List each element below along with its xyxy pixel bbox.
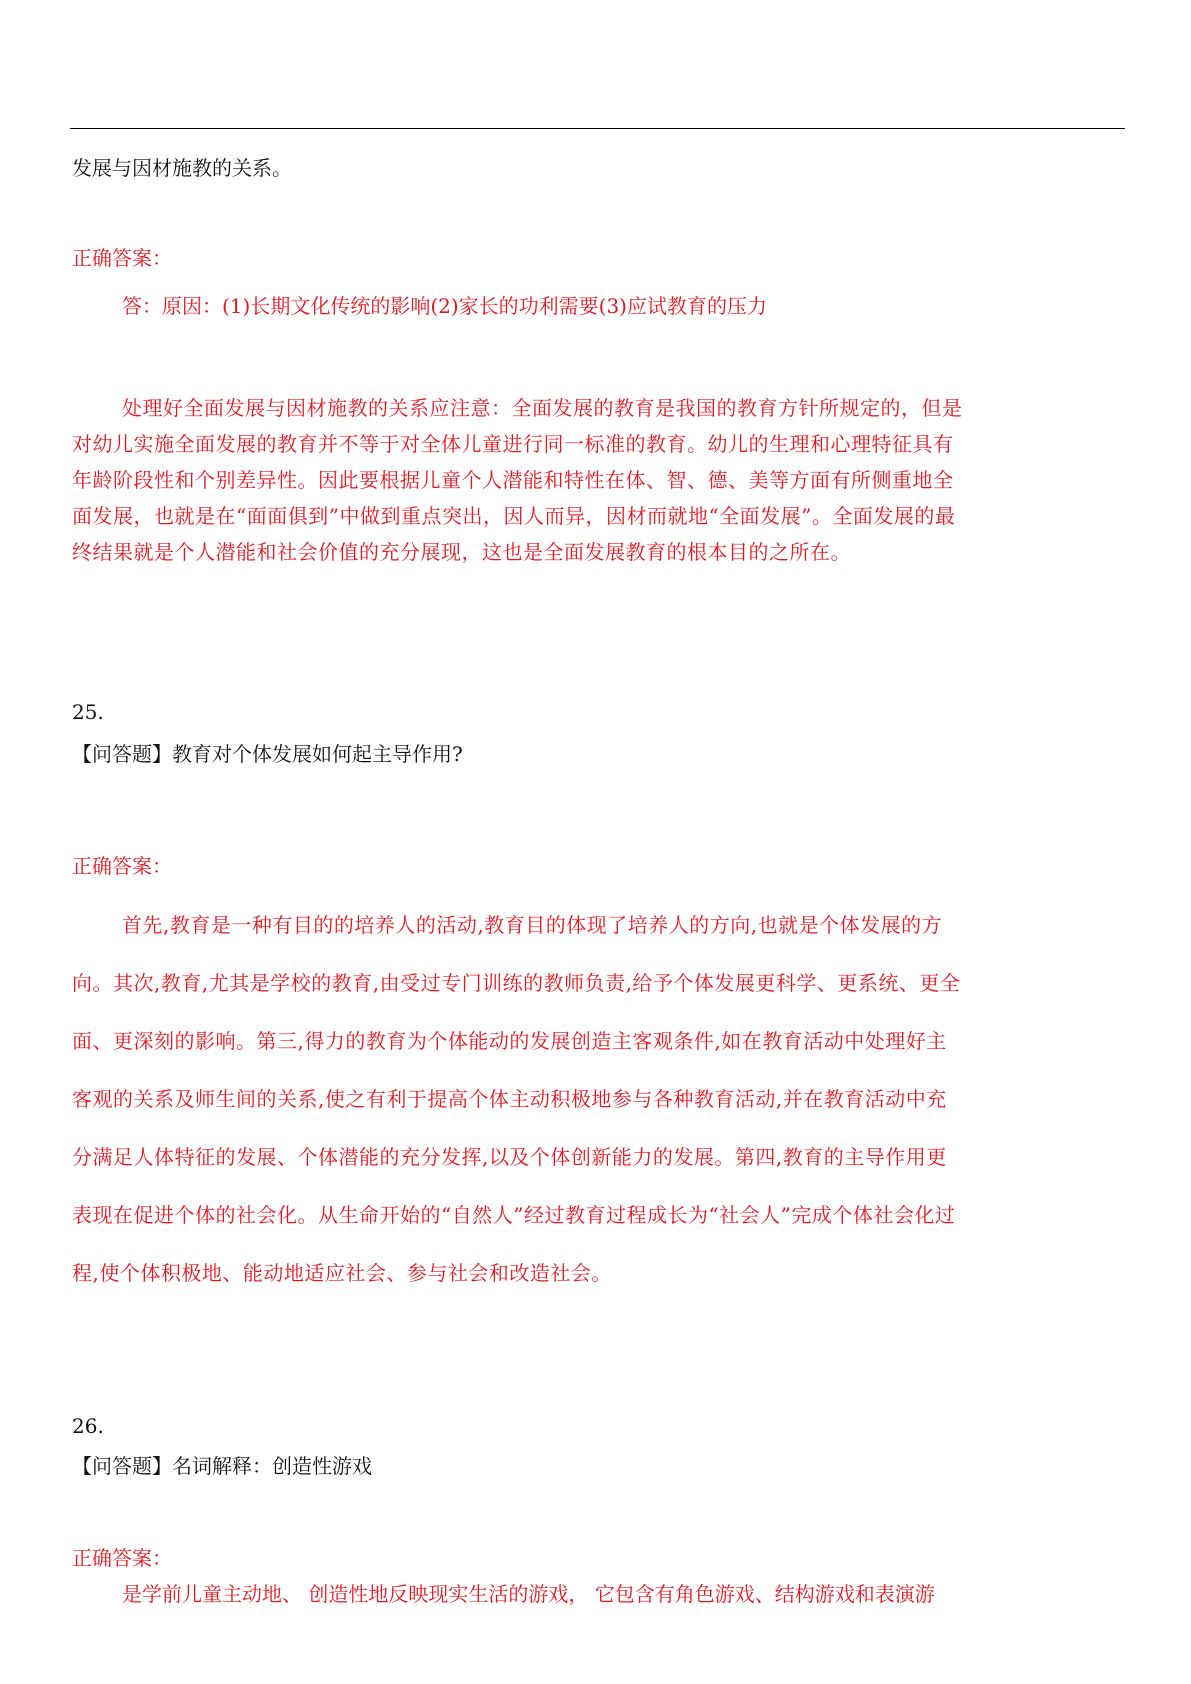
header-rule (70, 128, 1125, 129)
q24-answer-para-line: 处理好全面发展与因材施教的关系应注意：全面发展的教育是我国的教育方针所规定的，但是 (122, 396, 963, 420)
q24-question-tail: 发展与因材施教的关系。 (72, 156, 292, 180)
q25-answer-line: 分满足人体特征的发展、个体潜能的充分发挥,以及个体创新能力的发展。第四,教育的主导作用更 (72, 1145, 947, 1169)
q25-answer-paragraph (72, 896, 1122, 1302)
q25-answer-line: 表现在促进个体的社会化。从生命开始的“自然人”经过教育过程成长为“社会人”完成个体社会化过 (72, 1203, 956, 1227)
q26-answer-line1: 是学前儿童主动地、 创造性地反映现实生活的游戏， 它包含有角色游戏、结构游戏和表演游 (122, 1582, 935, 1606)
q25-answer-label: 正确答案： (72, 854, 172, 878)
q25-answer-line: 首先,教育是一种有目的的培养人的活动,教育目的体现了培养人的方向,也就是个体发展的方 (122, 913, 943, 937)
q24-answer-line1: 答：原因：(1)长期文化传统的影响(2)家长的功利需要(3)应试教育的压力 (122, 294, 767, 318)
q24-answer-paragraph (72, 390, 1122, 570)
q24-answer-para-line: 面发展，也就是在“面面俱到”中做到重点突出，因人而异，因材而就地“全面发展”。全面发展的最 (72, 504, 956, 528)
q24-answer-para-line: 年龄阶段性和个别差异性。因此要根据儿童个人潜能和特性在体、智、德、美等方面有所侧重地全 (72, 468, 954, 492)
q24-answer-label: 正确答案： (72, 246, 172, 270)
q25-answer-line: 面、更深刻的影响。第三,得力的教育为个体能动的发展创造主客观条件,如在教育活动中处理好主 (72, 1029, 947, 1053)
q25-question: 【问答题】教育对个体发展如何起主导作用? (72, 742, 463, 766)
q26-number: 26. (72, 1414, 104, 1438)
q24-answer-para-line: 终结果就是个人潜能和社会价值的充分展现，这也是全面发展教育的根本目的之所在。 (72, 540, 851, 564)
q26-question: 【问答题】名词解释：创造性游戏 (72, 1454, 372, 1478)
q25-answer-line: 客观的关系及师生间的关系,使之有利于提高个体主动积极地参与各种教育活动,并在教育活动中充 (72, 1087, 947, 1111)
q25-answer-line: 向。其次,教育,尤其是学校的教育,由受过专门训练的教师负责,给予个体发展更科学、更系统、更全 (72, 971, 961, 995)
q24-answer-para-line: 对幼儿实施全面发展的教育并不等于对全体儿童进行同一标准的教育。幼儿的生理和心理特征具有 (72, 432, 954, 456)
q26-answer-label: 正确答案： (72, 1546, 172, 1570)
q25-answer-line: 程,使个体积极地、能动地适应社会、参与社会和改造社会。 (72, 1261, 612, 1285)
q25-number: 25. (72, 700, 104, 724)
